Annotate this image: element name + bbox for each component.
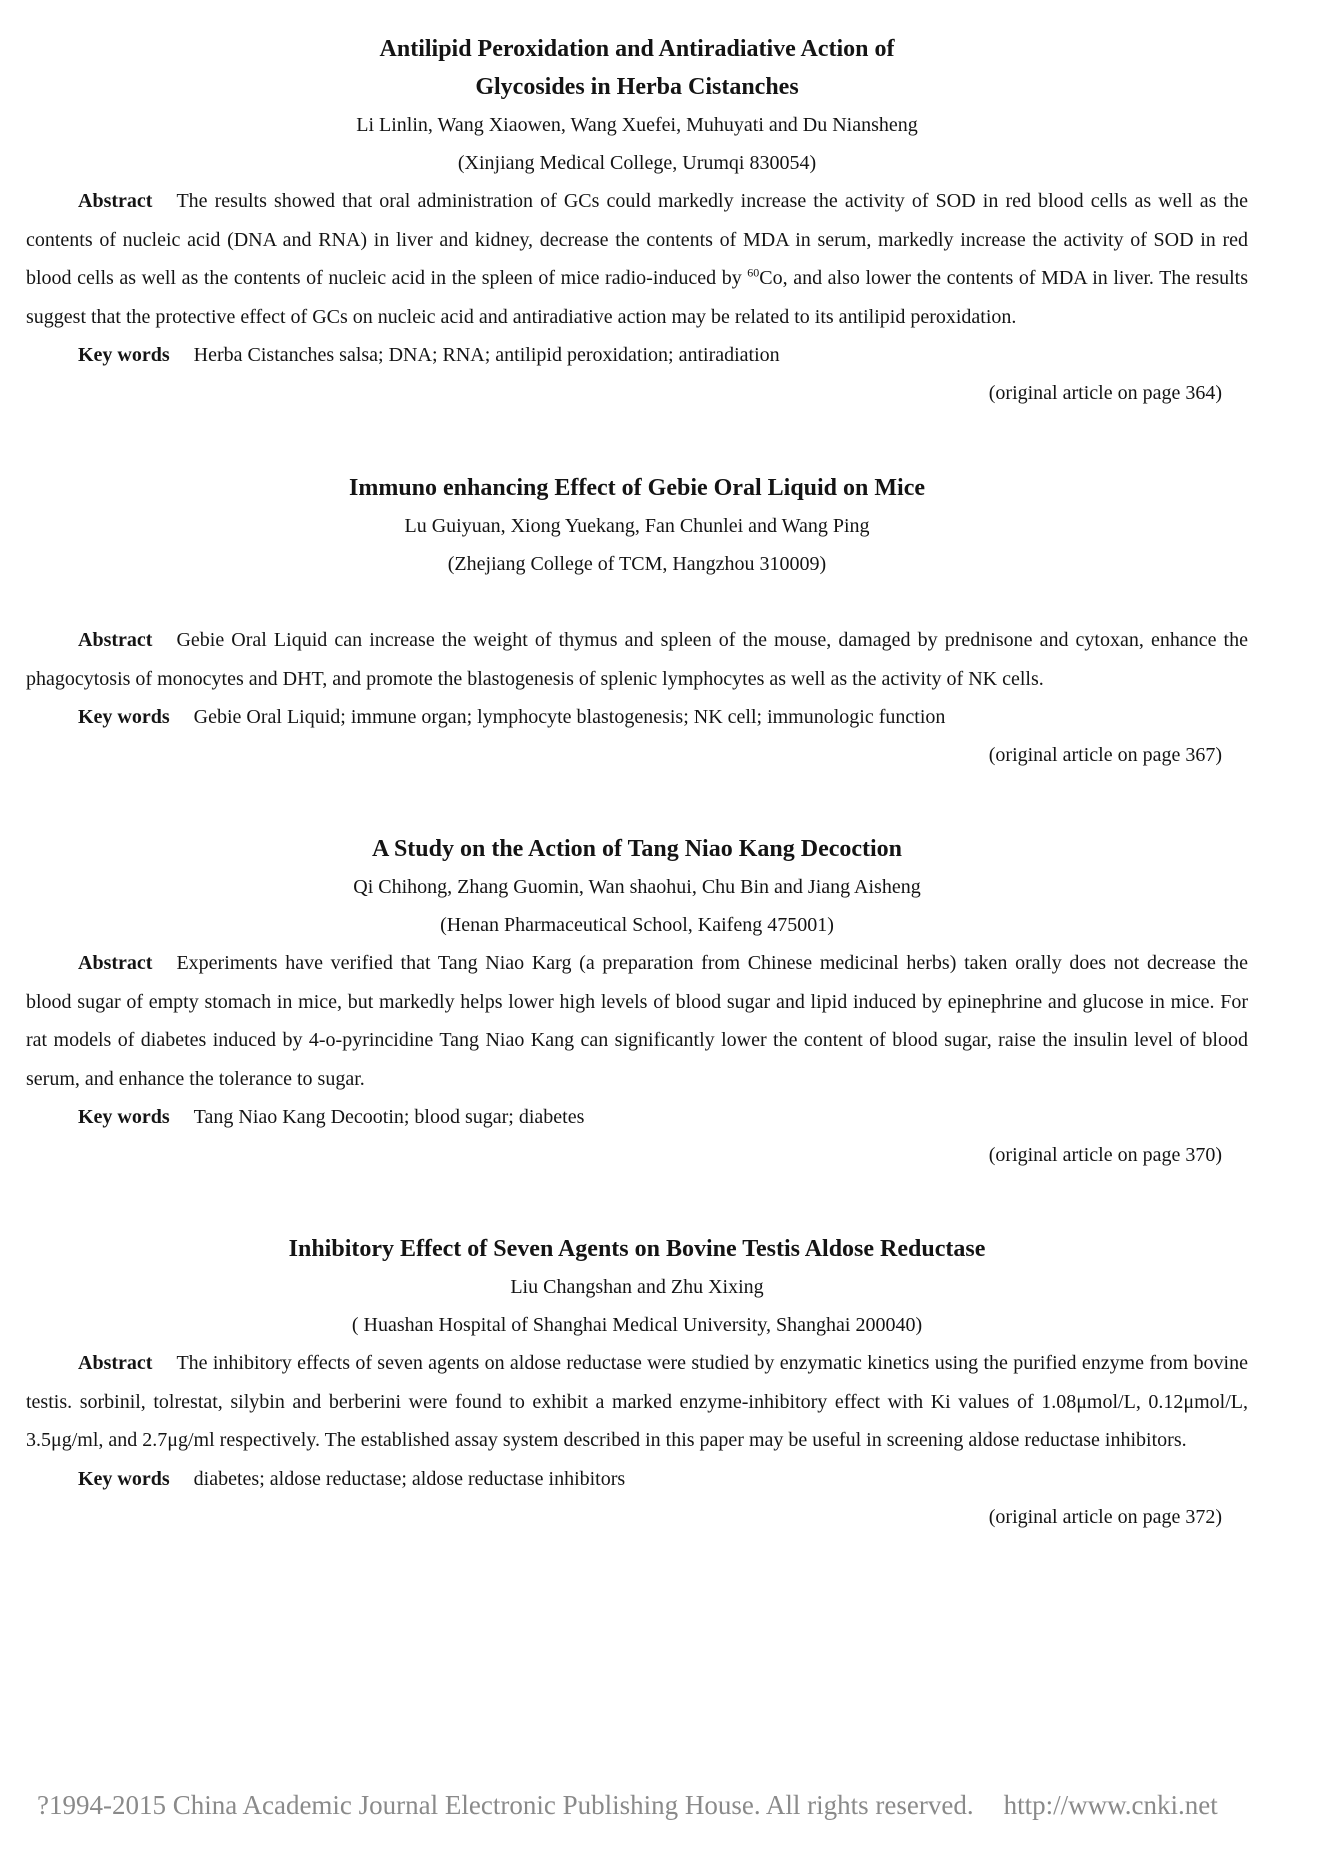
abstract-label: Abstract <box>78 952 153 974</box>
article-1 <box>26 30 1248 412</box>
keywords-label: Key words <box>78 1106 170 1128</box>
article-abstract <box>26 621 1248 698</box>
abstract-text: Gebie Oral Liquid can increase the weight of thymus and spleen of the mouse, damaged by prednisone and cytoxan, enhance the phagocytosis of monocytes and DHT, and promote the blastogenesis of splenic lymphocytes as well as the activity of NK cells. <box>26 629 1248 690</box>
original-article-reference: (original article on page 372) <box>988 1505 1222 1528</box>
article-title: Immuno enhancing Effect of Gebie Oral Liquid on Mice <box>349 475 925 501</box>
article-affiliation: (Henan Pharmaceutical School, Kaifeng 475001) <box>440 914 834 936</box>
article-authors: Qi Chihong, Zhang Guomin, Wan shaohui, Chu Bin and Jiang Aisheng <box>353 876 921 898</box>
abstract-text-part-2: Co, and also lower the contents of MDA in liver. The results suggest that the protective effect of GCs on nucleic acid and antiradiative action may be related to its antilipid peroxidation. <box>26 267 1249 328</box>
article-abstract <box>26 182 1248 336</box>
article-authors: Li Linlin, Wang Xiaowen, Wang Xuefei, Muhuyati and Du Niansheng <box>356 114 918 136</box>
keywords-label: Key words <box>78 1467 170 1490</box>
abstract-label: Abstract <box>78 190 153 212</box>
footer-url-link[interactable]: http://www.cnki.net <box>1003 1790 1218 1820</box>
original-article-reference: (original article on page 367) <box>988 744 1222 766</box>
keywords-text: diabetes; aldose reductase; aldose reductase inhibitors <box>193 1467 626 1490</box>
abstract-text-part-1: The results showed that oral administration of GCs could markedly increase the activity of SOD in red blood cells as well as the contents of nucleic acid (DNA and RNA) in liver and kidney, decrease the contents of MDA in serum, markedly increase the activity of SOD in red blood cells as well as the contents of nucleic acid in the spleen of mice radio-induced by <box>26 190 1248 289</box>
abstract-text: The inhibitory effects of seven agents on aldose reductase were studied by enzymatic kinetics using the purified enzyme from bovine testis. sorbinil, tolrestat, silybin and berberini were found to exhibit a marked enzyme-inhibitory effect with Ki values of 1.08μmol/L, 0.12μmol/L, 3.5μg/ml, and 2.7μg/ml respectively. The established assay system described in this paper may be useful in screening aldose reductase inhibitors. <box>26 1352 1248 1451</box>
article-keywords <box>26 1460 1248 1498</box>
keywords-text: Tang Niao Kang Decootin; blood sugar; diabetes <box>193 1106 585 1128</box>
article-affiliation: ( Huashan Hospital of Shanghai Medical University, Shanghai 200040) <box>351 1314 923 1336</box>
abstract-label: Abstract <box>78 1352 153 1374</box>
article-2 <box>26 469 1248 774</box>
article-title-line-2: Glycosides in Herba Cistanches <box>475 74 799 100</box>
keywords-text: Gebie Oral Liquid; immune organ; lymphocyte blastogenesis; NK cell; immunologic function <box>193 706 946 728</box>
original-article-reference: (original article on page 364) <box>988 382 1222 404</box>
article-authors: Liu Changshan and Zhu Xixing <box>510 1276 764 1298</box>
article-affiliation: (Zhejiang College of TCM, Hangzhou 310009) <box>447 553 827 575</box>
keywords-label: Key words <box>78 344 170 366</box>
article-title: Inhibitory Effect of Seven Agents on Bovine Testis Aldose Reductase <box>288 1236 986 1262</box>
article-abstract <box>26 944 1248 1098</box>
copyright-footer <box>37 1790 1218 1821</box>
article-title: Antilipid Peroxidation and Antiradiative Action of <box>379 36 895 62</box>
original-article-reference: (original article on page 370) <box>988 1144 1222 1166</box>
article-abstract <box>26 1344 1248 1460</box>
keywords-label: Key words <box>78 706 170 728</box>
abstract-label: Abstract <box>78 629 153 651</box>
article-affiliation: (Xinjiang Medical College, Urumqi 830054) <box>457 152 817 174</box>
isotope-superscript: 60 <box>747 265 760 280</box>
spacer <box>26 583 1248 621</box>
abstract-text: Experiments have verified that Tang Niao Karg (a preparation from Chinese medicinal herbs) taken orally does not decrease the blood sugar of empty stomach in mice, but markedly helps lower high levels of blood sugar and lipid induced by epinephrine and glucose in mice. For rat models of diabetes induced by 4-o-pyrincidine Tang Niao Kang can significantly lower the content of blood sugar, raise the insulin level of blood serum, and enhance the tolerance to sugar. <box>26 952 1248 1090</box>
article-keywords <box>26 1098 1248 1136</box>
article-keywords <box>26 698 1248 736</box>
article-keywords <box>26 336 1248 374</box>
keywords-text: Herba Cistanches salsa; DNA; RNA; antilipid peroxidation; antiradiation <box>193 344 780 366</box>
article-title: A Study on the Action of Tang Niao Kang Decoction <box>371 836 903 862</box>
article-authors: Lu Guiyuan, Xiong Yuekang, Fan Chunlei and Wang Ping <box>404 515 870 537</box>
article-4 <box>26 1230 1248 1536</box>
article-3 <box>26 830 1248 1174</box>
copyright-text: ?1994-2015 China Academic Journal Electronic Publishing House. All rights reserved. <box>37 1790 974 1820</box>
